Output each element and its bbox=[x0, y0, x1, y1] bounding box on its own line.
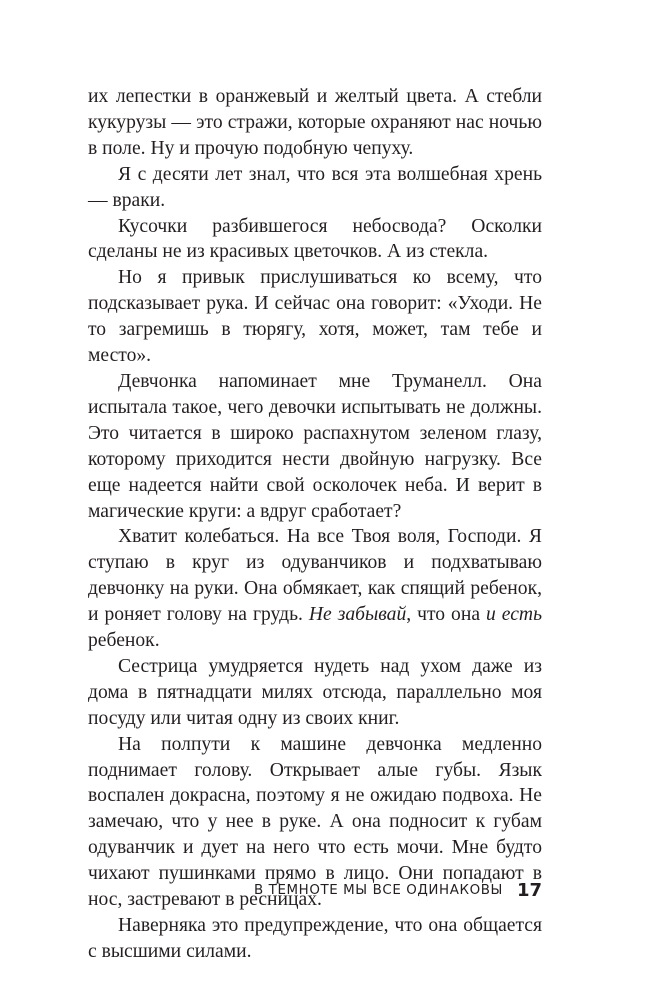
page-footer bbox=[88, 878, 542, 902]
italic-phrase: Не забывай bbox=[308, 604, 407, 626]
running-title: В ТЕМНОТЕ МЫ ВСЕ ОДИНАКОВЫ bbox=[254, 882, 503, 898]
page-number: 17 bbox=[516, 879, 542, 901]
paragraph: Сестрица умудряется нудеть над ухом даже из дома в пятнадцати милях отсюда, параллельно моя посуду или читая одну из своих книг. bbox=[88, 655, 542, 729]
italic-phrase: и есть bbox=[486, 604, 542, 626]
paragraph: их лепестки в оранжевый и желтый цвета. А стебли кукурузы — это стражи, которые охраняют нас ночью в поле. Ну и прочую подобную чепуху. bbox=[88, 86, 542, 159]
paragraph-text: ребенок. bbox=[88, 630, 160, 652]
paragraph: Но я привык прислушиваться ко всему, что подсказывает рука. И сейчас она говорит: «Уходи. Не то загремишь в тюрягу, хотя, может, там тебе и место». bbox=[88, 267, 542, 367]
paragraph-text: , что она bbox=[406, 604, 487, 626]
body-text bbox=[88, 84, 542, 965]
paragraph: Девчонка напоминает мне Труманелл. Она испытала такое, чего девочки испытывать не должны. Это читается в широко распахнутом зеленом глазу, которому приходится нести двойную нагрузку. Все еще надеется найти свой осколочек неба. И верит в магические круги: а вдруг сработает? bbox=[88, 370, 542, 522]
paragraph: Я с десяти лет знал, что вся эта волшебная хрень — враки. bbox=[88, 163, 542, 211]
paragraph bbox=[88, 524, 542, 654]
paragraph: Наверняка это предупреждение, что она общается с высшими силами. bbox=[88, 915, 542, 962]
paragraph-text: Хватит колебаться. На все Твоя воля, Господи. Я ступаю в круг из одуванчиков и подхватываю девчонку на руки. Она обмякает, как спящий ребенок, и роняет голову на грудь. bbox=[88, 526, 542, 626]
paragraph: На полпути к машине девчонка медленно поднимает голову. Открывает алые губы. Язык воспален докрасна, поэтому я не ожидаю подвоха. Не замечаю, что у нее в руке. А она подносит к губам одуванчик и дует на него что есть мочи. Мне будто чихают пушинками прямо в лицо. Они попадают в нос, застревают в ресницах. bbox=[88, 733, 542, 911]
paragraph: Кусочки разбившегося небосвода? Осколки сделаны не из красивых цветочков. А из стекла. bbox=[88, 215, 542, 263]
